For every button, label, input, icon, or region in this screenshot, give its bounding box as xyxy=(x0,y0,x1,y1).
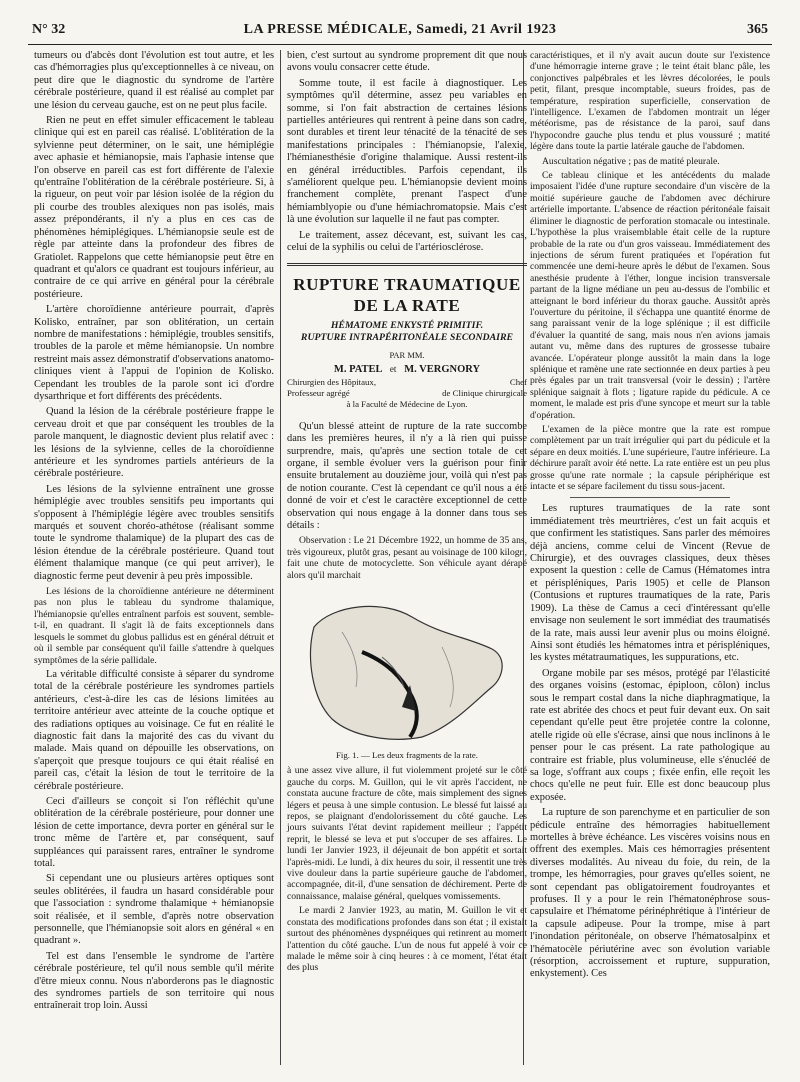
paragraph: Somme toute, il est facile à diagnostiquer. Les symptômes qu'il détermine, assez peu variables en somme, si l'on fait abstraction de certaines lésions partielles antérieures qui rentrent à peine dans son cadre, sont durables et tirent leur ténacité de la ténacité de ses manifestations principales : l'hémianopsie, l'alexie, l'hémianesthésie d'origine thalamique. Aussi restent-ils en général irréductibles. Parfois cependant, ils s'améliorent quelque peu. L'hémianopsie devient moins franchement complète, prenant l'aspect d'une hémiamblyopie ou d'une hémiachromatopsie. Mais c'est là une évolution sur laquelle il ne faut pas compter. xyxy=(287,77,527,226)
paragraph: Les ruptures traumatiques de la rate sont immédiatement très meurtrières, c'est un fait acquis et que confirment les statistiques. Sans parler des mémoires déjà anciens, comme celui de Vincent (Revue de Chirurgie), et des ouvrages classiques, deux thèses exposent la question : celle de Camus (Hématomes intra et périspléniques, Paris 1905) et celle de Planson (Contusions et ruptures traumatiques de la rate, Paris 1909). La thèse de Camus a ceci d'intéressant qu'elle envisage non seulement le sort immédiat des traumatisés de la rate, mais aussi leur avenir plus ou moins éloigné. Ainsi sont étudiés les hématomes intra et périspléniques, les kystes métatraumatiques, les suppurations, etc. xyxy=(530,503,770,664)
paragraph: Les lésions de la sylvienne entraînent une grosse hémiplégie avec troubles sensitifs peu importants qui s'opposent à l'hémiplégie légère avec troubles sensitifs marqués et souvent choréo-athétose (réalisant somme toute le syndrome thalamique) de la plupart des cas de lésion étendue de la cérébrale postérieure. Quand tout élément thalamique manque (ce qui peut arriver), le diagnostic ferme peut devenir à peu près impossible. xyxy=(34,483,274,582)
column-middle xyxy=(287,50,527,977)
header-rule xyxy=(28,44,772,45)
column-right xyxy=(530,50,770,984)
page-number: 365 xyxy=(747,22,768,37)
article-subtitle: HÉMATOME ENKYSTÉ PRIMITIF. xyxy=(330,319,484,331)
affiliation: à la Faculté de Médecine de Lyon. xyxy=(346,399,468,410)
byline-par: PAR MM. xyxy=(389,349,425,360)
paragraph: La rupture de son parenchyme et en particulier de son pédicule entraîne des hémorragies habituellement mortelles à brève échéance. Les viscères voisins nous en offrent des exemples. Mais ces hémorragies présentent diverses modalités. Au niveau du foie, du rein, de la trompe, les hémorragies, pour graves qu'elles soient, ne sont cependant pas obligatoirement foudroyantes et profuses. Il y a pour le rein l'hématonéphrose sous-capsulaire et l'hématome périnéphrétique à l'intérieur de la capsule adipeuse. Pour la trompe, mise à part l'inondation péritonéale, on observe l'hématosalpinx et l'hématocèle périutérine avec son évolution variable (résorption, accroissement et rupture, suppuration, enkystement). Ces xyxy=(530,807,770,980)
issue-number: N° 32 xyxy=(32,22,66,37)
observation-paragraph: Observation : Le 21 Décembre 1922, un homme de 35 ans, très vigoureux, plutôt gras, pesant au voisinage de 100 kilogr., fait une chute de motocyclette. Son véhicule ayant dérapé alors qu'il marchait xyxy=(287,535,527,581)
article-subtitle: RUPTURE INTRAPÉRITONÉALE SECONDAIRE xyxy=(300,331,514,343)
divider xyxy=(570,497,730,498)
affiliation: Chirurgien des Hôpitaux, xyxy=(287,377,377,388)
paragraph: L'artère choroïdienne antérieure pourrait, d'après Kolisko, entraîner, par son oblitération, un certain nombre de manifestations : hémiplégie, troubles sensitifs, troubles de la parole et même hémianopsie. Un nombre restreint mais assez démonstratif d'observations anatomo-cliniques vient à l'appui de l'opinion de Kolisko. Cependant les troubles de la parole sont ici d'ordre dysarthrique et fort différents des précédents. xyxy=(34,304,274,402)
column-divider xyxy=(280,50,281,1065)
paragraph: Les lésions de la choroïdienne antérieure ne déterminent pas non plus le tableau du syndrome thalamique, l'hémianopsie qu'elles entraînent parfois est souvent, semble-t-il, en quadrant. Il s'agit là de faits exceptionnels dans lesquels le sommet du globus pallidus est en général détruit et où il semble par conséquent qu'il faille s'attendre à quelques symptômes de la série pallidale. xyxy=(34,586,274,666)
article-title: RUPTURE TRAUMATIQUE xyxy=(293,274,521,294)
section-separator xyxy=(287,263,527,266)
observation-paragraph: L'examen de la pièce montre que la rate est rompue complètement par un trait irrégulier qui part du pédicule et la sépare en deux moitiés. L'une supérieure, l'autre inférieure. La déchirure paraît avoir été nette. La rate entière est un peu plus grosse qu'une rate normale ; la capsule périphérique est intacte et se sépare facilement du tissu sous-jacent. xyxy=(530,424,770,493)
observation-paragraph: à une assez vive allure, il fut violemment projeté sur le côté gauche du corps. M. Guillon, qui le vit après l'accident, ne constata aucune fracture de côte, mais simplement des signes légers et peusa à une simple contusion. Le blessé fut laissé au repos, se plaignant d'endolorissement du côté gauche. Les jours suivants l'état devint rapidement meilleur ; l'appétit reprit, le blessé se leva et put s'occuper de ses affaires. Le lundi 1er Janvier 1923, il déjeunait de bon appétit et sortait l'après-midi. Le lundi, à dix heures du soir, il ressentit une très vive douleur dans la partie supérieure gauche de l'abdomen, accompagnée, dit-il, d'une sensation de déchirement. Perte de connaissance, malaise général, quelques vomissements. xyxy=(287,765,527,902)
affiliation: de Clinique chirurgicale xyxy=(442,387,527,398)
paragraph: Ceci d'ailleurs se conçoit si l'on réfléchit qu'une oblitération de la cérébrale postérieure, pour donner une lésion de cette importance, devra porter en général sur le tronc même de l'artère et, par conséquent, sauf suppléances qui paraissent rares, entraîner le syndrome total. xyxy=(34,795,274,869)
observation-paragraph: Auscultation négative ; pas de matité pleurale. xyxy=(542,155,720,167)
spleen-figure xyxy=(292,587,522,747)
affiliations xyxy=(287,377,527,398)
paragraph: Rien ne peut en effet simuler efficacement le tableau clinique qui est en pareil cas réalisé. L'oblitération de la sylvienne peut déterminer, on le sait, une hémiplégie avec aphasie et hémianopsie, mais l'aphasie intense que l'on observe en pareil cas est fort différente de l'alexie qu'entraîne l'oblitération de la cérébrale postérieure. Si, à la rigueur, on peut voir par lésion isolée de la région du pli courbe des troubles alexiques non pas isolés, mais assez prépondérants, il n'y a plus en ces cas de phénomènes hémiplégiques. L'hémianopsie seule est de règle par atteinte dans la profondeur des fibres de Gratiolet. Rappelons que cette hémianopsie peut être en quadrant et qu'alors ce quadrant est toujours inférieur, au contraire de ce qui arrive en général pour la cérébrale postérieure. xyxy=(34,115,274,300)
column-left xyxy=(34,50,274,1016)
article-heading xyxy=(287,274,527,411)
author-name: M. PATEL xyxy=(333,363,382,375)
author-conjunction: et xyxy=(389,363,397,374)
figure-caption: Fig. 1. — Les deux fragments de la rate. xyxy=(336,750,478,760)
affiliation: Professeur agrégé xyxy=(287,387,350,398)
spleen-fragments-illustration xyxy=(292,587,522,747)
paragraph: Le traitement, assez décevant, est, suivant les cas, celui de la syphilis ou celui de l'artériosclérose. xyxy=(287,229,527,254)
paragraph: Qu'un blessé atteint de rupture de la rate succombe dans les premières heures, il n'y a là rien qui puisse surprendre, mais, qu'après une section totale de cet organe, il semble évoluer vers la guérison pour finir ensuite brutalement au douzième jour, voilà qui n'est pas de notion courante. C'est là cependant ce qu'il nous a été donné de voir et c'est le caractère exceptionnel de cette observation qui nous engage à la donner dans tous ses détails : xyxy=(287,420,527,531)
page-header xyxy=(0,0,800,40)
paragraph: Quand la lésion de la cérébrale postérieure frappe le cerveau droit et que par conséquent les troubles de la parole manquent, le diagnostic devient plus relatif avec : les lésions de la sylvienne, celles de la choroïdienne antérieure et les syndromes partiels antérieurs de la cérébrale postérieure. xyxy=(34,406,274,480)
paragraph: tumeurs ou d'abcès dont l'évolution est tout autre, et les cas d'hémorragies plus qu'exceptionnelles à ce niveau, on peut dire que le diagnostic du syndrome de l'artère cérébrale postérieure, quand il est réalisé au complet par une lésion du cerveau gauche, est on ne peut plus facile. xyxy=(34,50,274,111)
paragraph: Tel est dans l'ensemble le syndrome de l'artère cérébrale postérieure, tel qu'il nous semble qu'il mérite d'être mieux connu. Nous n'aborderons pas le diagnostic des syndromes partiels de son territoire qui nous entraînerait trop loin. Aussi xyxy=(34,950,274,1012)
author-name: M. VERGNORY xyxy=(404,363,481,375)
observation-paragraph: Ce tableau clinique et les antécédents du malade imposaient l'idée d'une rupture secondaire d'un viscère de la moitié supérieure gauche de l'abdomen avec déchirure artérielle importante. L'absence de réaction péritonéale faisait éliminer le diagnostic de perforation stomacale ou intestinale. L'hypothèse la plus vraisemblable était celle de la rupture probable de la rate ou d'un gros vaisseau. Immédiatement des injections de sérum furent pratiquées et l'opération fut commencée une demi-heure après le début de l'examen. Sous anesthésie prudente à l'éther, longue incision transversale partant de la ligne médiane un peu au-dessus de l'ombilic et atteignant le bord inférieur du thorax gauche. Aussitôt après l'ouverture du péritoine, il s'échappa une quantité énorme de sang paraissant venir de la loge splénique ; il est difficile d'évaluer la quantité de sang, mais nous n'en avions jamais autant vu, même dans des ruptures de grossesse tubaire avancée. L'opérateur plonge aussitôt la main dans la loge splénique et ramène une rate sectionnée en deux parties à peu près égales par un trait transversal (voir le dessin) ; l'artère splénique saignait à flots ; ligature rapide du pédicule. A ce moment, le malade est pris d'une syncope et meurt sur la table d'opération. xyxy=(530,170,770,421)
observation-paragraph: caractéristiques, et il n'y avait aucun doute sur l'existence d'une hémorragie interne grave ; le teint était blanc pâle, les conjonctives palpébrales et les lèvres décolorées, le pouls petit, filant, presque incomptable, sueurs froides, pas de température, respiration superficielle, conservation de l'intelligence. L'examen de l'abdomen montrait un léger météorisme, pas de résistance de la paroi, sauf dans l'hypocondre gauche plus tendu et plus voussuré ; matité légère dans toute la partie latérale gauche de l'abdomen. xyxy=(530,50,770,153)
affiliation: Chef xyxy=(509,377,527,388)
article-title: DE LA RATE xyxy=(353,295,461,315)
paragraph: Organe mobile par ses mésos, protégé par l'élasticité des organes voisins (estomac, épiploon, côlon) inclus sous le rempart costal dans la niche diaphragmatique, la rate est abritée des chocs et peut fuir devant eux. On sait cependant qu'elle peut être projetée contre la colonne, atelle rigide où elle s'écrase, ainsi que nous inclinons à le penser pour le cas présent. La rate pathologique au contraire est friable, plus volumineuse, elle s'énucléé de sa loge, s'offrant aux coups ; fixée enfin, elle reçoit les chocs qu'elle ne peut fuir. Elle est donc beaucoup plus exposée. xyxy=(530,667,770,803)
paragraph: La véritable difficulté consiste à séparer du syndrome total de la cérébrale postérieure les syndromes partiels antérieurs, c'est-à-dire les cas de lésions limitées au territoire antérieur avec atteinte de la couche optique et des radiations optiques au voisinage. Ce fut en réalité le diagnostic fait dans la majorité des cas du vivant du malade. Mais quand on dépouille les observations, on s'aperçoit que presque toujours ce qui était réalisé en pareil cas, c'était la lésion de tout le territoire de la cérébrale postérieure. xyxy=(34,668,274,792)
authors xyxy=(287,363,527,376)
journal-title: LA PRESSE MÉDICALE, Samedi, 21 Avril 1923 xyxy=(243,22,557,37)
paragraph: Si cependant une ou plusieurs artères optiques sont seules oblitérées, il faudra un hasard considérable pour que l'association : syndrome thalamique + hémianopsie soit réalisée, et il semble, d'après notre observation personnelle, que l'hémianopsie soit alors en général « en quadrant ». xyxy=(34,873,274,947)
paragraph: bien, c'est surtout au syndrome proprement dit que nous avons voulu consacrer cette étude. xyxy=(287,50,527,74)
observation-paragraph: Le mardi 2 Janvier 1923, au matin, M. Guillon le vit et constata des modifications profondes dans son état ; il existait surtout des phénomènes dyspnéiques qui retinrent au moment l'attention du côté gauche. L'un de nous fut appelé à voir ce malade le même soir à cinq heures : à ce moment, l'état était des plus xyxy=(287,905,527,974)
